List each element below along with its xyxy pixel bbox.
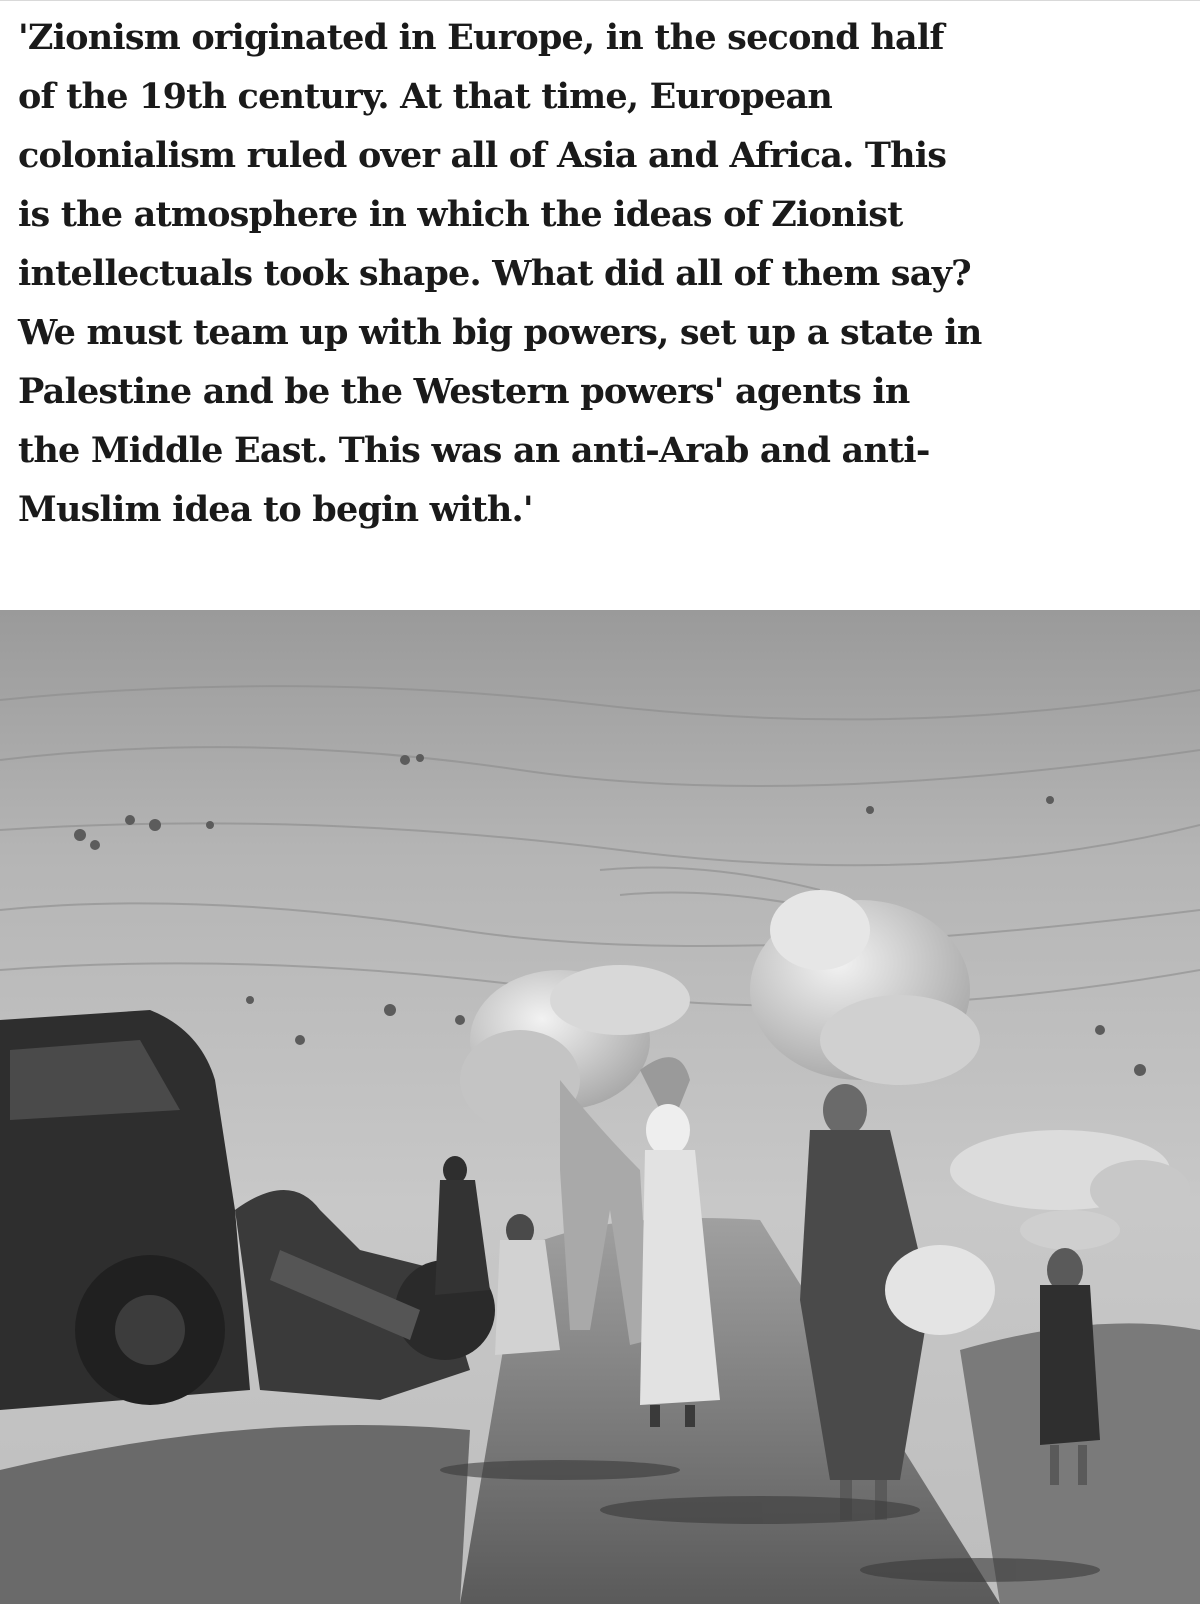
quote-line: Muslim idea to begin with.' bbox=[18, 489, 533, 530]
top-divider bbox=[0, 0, 1200, 1]
quote-line: colonialism ruled over all of Asia and Africa. This bbox=[18, 135, 947, 176]
pull-quote bbox=[18, 8, 982, 539]
quote-line: of the 19th century. At that time, European bbox=[18, 76, 832, 117]
quote-line: is the atmosphere in which the ideas of Zionist bbox=[18, 194, 903, 235]
quote-line: We must team up with big powers, set up a state in bbox=[18, 312, 982, 353]
article-photo bbox=[0, 610, 1200, 1604]
quote-line: 'Zionism originated in Europe, in the second half bbox=[18, 17, 944, 58]
quote-line: intellectuals took shape. What did all of them say? bbox=[18, 253, 971, 294]
quote-line: the Middle East. This was an anti-Arab and anti- bbox=[18, 430, 930, 471]
quote-line: Palestine and be the Western powers' agents in bbox=[18, 371, 910, 412]
